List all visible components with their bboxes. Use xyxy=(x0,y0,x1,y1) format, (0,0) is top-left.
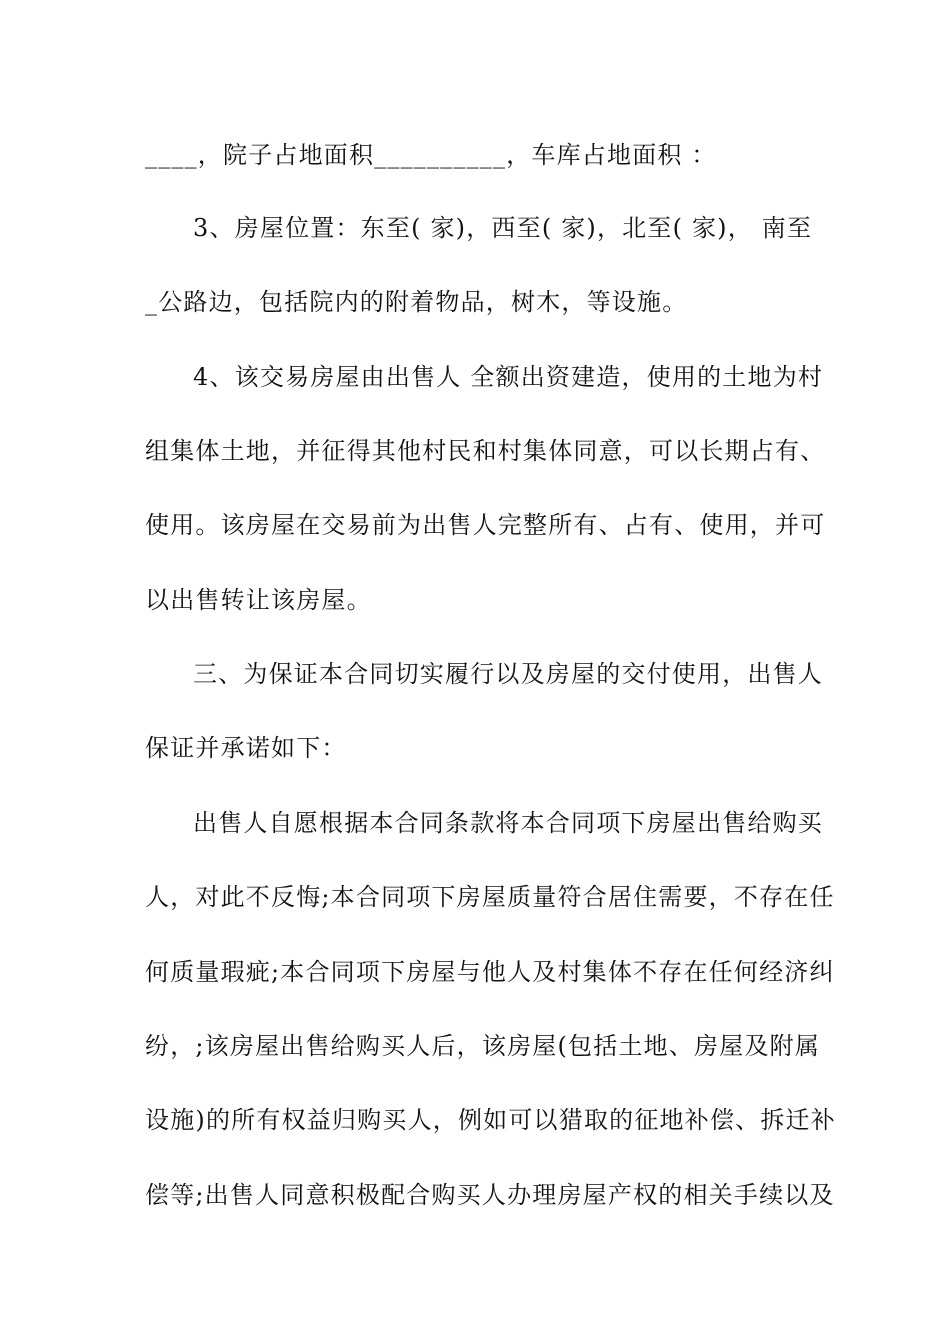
text-line: 纷，;该房屋出售给购买人后，该房屋(包括土地、房屋及附属 xyxy=(145,1032,821,1060)
text-line: 出售人自愿根据本合同条款将本合同项下房屋出售给购买 xyxy=(193,809,823,837)
text-line: 以出售转让该房屋。 xyxy=(145,586,372,614)
text-line: 使用。该房屋在交易前为出售人完整所有、占有、使用，并可 xyxy=(145,511,826,539)
text-line: 设施)的所有权益归购买人，例如可以猎取的征地补偿、拆迁补 xyxy=(145,1106,836,1134)
text-line: 保证并承诺如下： xyxy=(145,734,347,762)
text-line: 三、为保证本合同切实履行以及房屋的交付使用，出售人 xyxy=(193,660,823,688)
text-line: 组集体土地，并征得其他村民和村集体同意，可以长期占有、 xyxy=(145,437,826,465)
text-line: _公路边，包括院内的附着物品，树木，等设施。 xyxy=(145,288,688,316)
text-line: 4、该交易房屋由出售人 全额出资建造，使用的土地为村 xyxy=(193,363,824,391)
text-line: 何质量瑕疵;本合同项下房屋与他人及村集体不存在任何经济纠 xyxy=(145,958,835,986)
text-line: 偿等;出售人同意积极配合购买人办理房屋产权的相关手续以及 xyxy=(145,1181,835,1209)
text-line: 3、房屋位置：东至( 家)，西至( 家)，北至( 家)， 南至 xyxy=(193,214,813,242)
text-line: ____，院子占地面积__________，车库占地面积 ： xyxy=(145,141,717,169)
text-line: 人，对此不反悔;本合同项下房屋质量符合居住需要，不存在任 xyxy=(145,883,835,911)
